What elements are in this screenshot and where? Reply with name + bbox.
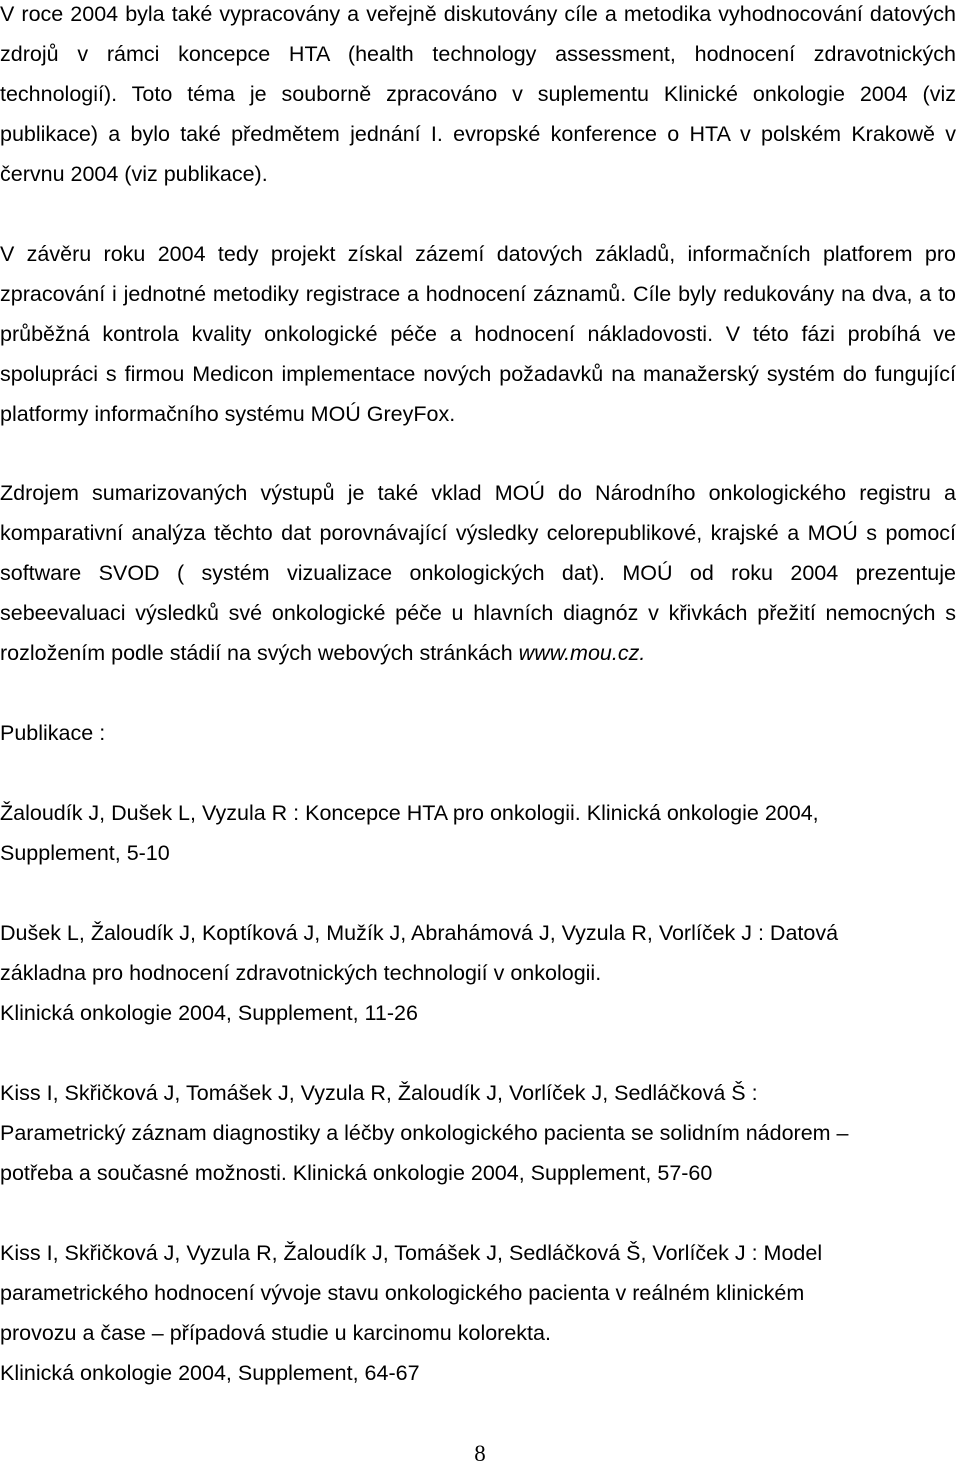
publication-line: základna pro hodnocení zdravotnických technologií v onkologii. [0,961,602,985]
publication-line: parametrického hodnocení vývoje stavu onkologického pacienta v reálném klinickém [0,1281,805,1305]
paragraph-project-status [0,234,956,434]
publication-line: Parametrický záznam diagnostiky a léčby onkologického pacienta se solidním nádorem – [0,1121,849,1145]
paragraph-hta-methodology [0,0,956,194]
publication-line: Kiss I, Skřičková J, Vyzula R, Žaloudík J, Tomášek J, Sedláčková Š, Vorlíček J : Model [0,1241,823,1265]
paragraph-text: V roce 2004 byla také vypracovány a veřejně diskutovány cíle a metodika vyhodnocování datových zdrojů v rámci koncepce HTA (health technology assessment, hodnocení zdravotnických technologií). Toto téma je souborně zpracováno v suplementu Klinické onkologie 2004 (viz publikace) a bylo také předmětem jednání I. evropské konference o HTA v polském Krakowě v červnu 2004 (viz publikace). [0,2,956,186]
publication-line: Kiss I, Skřičková J, Tomášek J, Vyzula R, Žaloudík J, Vorlíček J, Sedláčková Š : [0,1081,758,1105]
publication-entry [0,913,956,1033]
publications-heading [0,713,956,753]
publication-entry [0,1233,956,1393]
publication-line: Žaloudík J, Dušek L, Vyzula R : Koncepce HTA pro onkologii. Klinická onkologie 2004, [0,801,819,825]
publication-line: Dušek L, Žaloudík J, Koptíková J, Mužík J, Abrahámová J, Vyzula R, Vorlíček J : Datová [0,921,839,945]
paragraph-data-sources [0,473,956,673]
publication-line: Supplement, 5-10 [0,841,170,865]
heading-text: Publikace : [0,721,106,745]
website-link[interactable]: www.mou.cz. [518,641,646,665]
publication-entry [0,1073,956,1193]
publication-line: Klinická onkologie 2004, Supplement, 64-67 [0,1361,420,1385]
publication-line: potřeba a současné možnosti. Klinická onkologie 2004, Supplement, 57-60 [0,1161,713,1185]
publication-line: provozu a čase – případová studie u karcinomu kolorekta. [0,1321,551,1345]
paragraph-text: V závěru roku 2004 tedy projekt získal zázemí datových základů, informačních platforem pro zpracování i jednotné metodiky registrace a hodnocení záznamů. Cíle byly redukovány na dva, a to průběžná kontrola kvality onkologické péče a hodnocení nákladovosti. V této fázi probíhá ve spolupráci s firmou Medicon implementace nových požadavků na manažerský systém do fungující platformy informačního systému MOÚ GreyFox. [0,242,956,426]
paragraph-text: Zdrojem sumarizovaných výstupů je také vklad MOÚ do Národního onkologického registru a komparativní analýza těchto dat porovnávající výsledky celorepublikové, krajské a MOÚ s pomocí software SVOD ( systém vizualizace onkologických dat). MOÚ od roku 2004 prezentuje sebeevaluaci výsledků své onkologické péče u hlavních diagnóz v křivkách přežití nemocných s rozložením podle stádií na svých webových stránkách [0,481,956,665]
publication-entry [0,793,956,873]
publication-line: Klinická onkologie 2004, Supplement, 11-26 [0,1001,418,1025]
page-number: 8 [474,1441,486,1466]
